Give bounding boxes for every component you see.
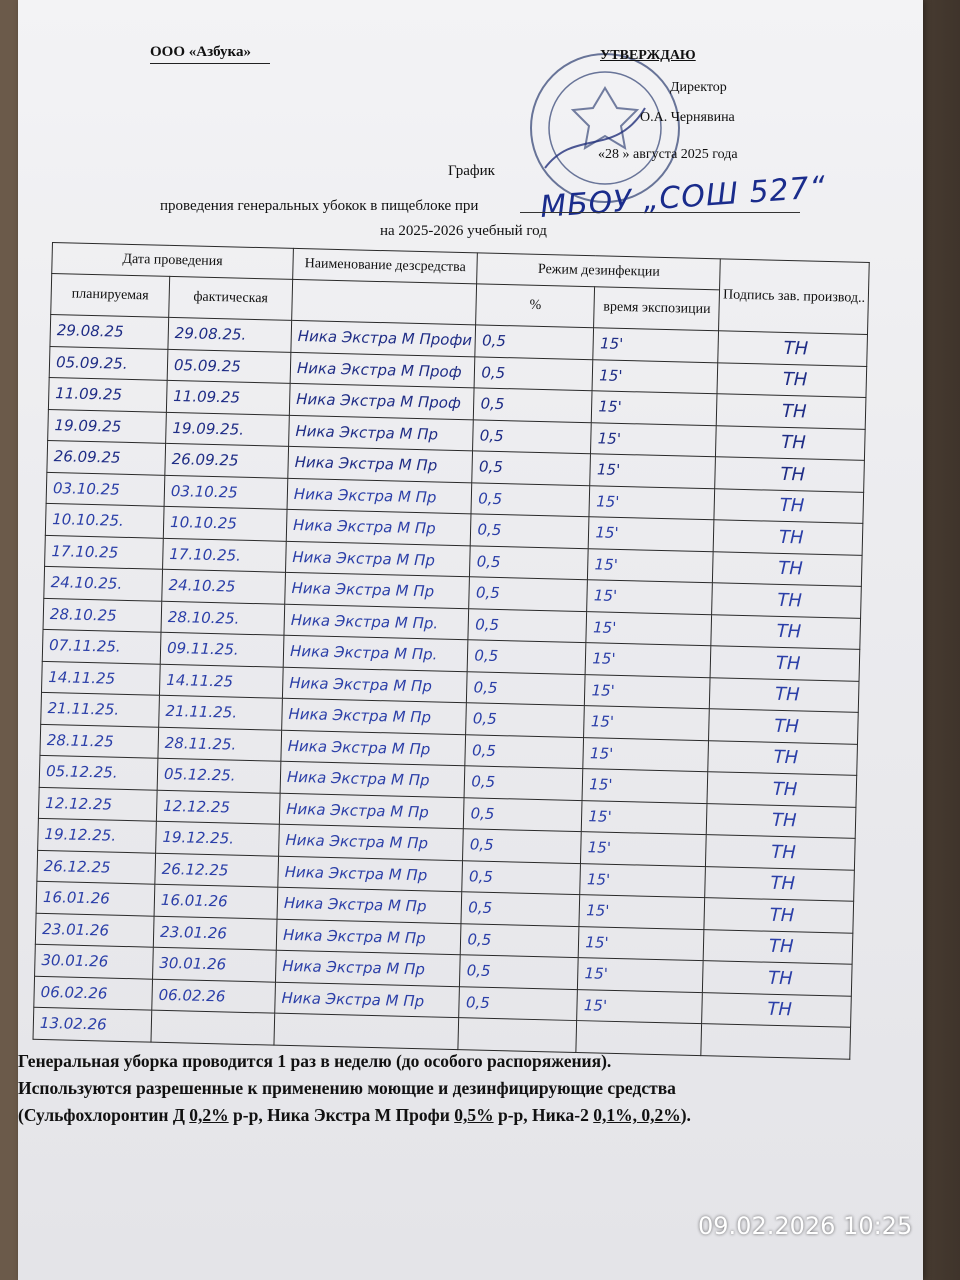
agent-cell — [274, 1013, 459, 1049]
planned-date-cell: 16.01.26 — [36, 881, 155, 915]
actual-date-cell: 23.01.26 — [153, 916, 277, 950]
percent-cell: 0,5 — [470, 545, 589, 579]
footer-text: р-р, Ника-2 — [493, 1105, 594, 1125]
doc-subtitle: проведения генеральных убокок в пищеблоке при — [160, 198, 479, 214]
actual-date-cell: 26.12.25 — [155, 853, 279, 887]
percent-cell: 0,5 — [466, 703, 585, 737]
actual-date-cell: 05.12.25. — [157, 758, 281, 792]
signature-cell: ТН — [709, 709, 858, 744]
signature-cell: ТН — [714, 520, 863, 555]
agent-cell: Ника Экстра М Пр — [288, 446, 473, 482]
planned-date-cell: 17.10.25 — [45, 535, 164, 569]
percent-cell: 0,5 — [464, 766, 583, 800]
planned-date-cell: 30.01.26 — [35, 944, 154, 978]
actual-date-cell: 05.09.25 — [167, 349, 291, 383]
agent-cell: Ника Экстра М Пр — [282, 667, 467, 703]
signature-cell: ТН — [717, 394, 866, 429]
actual-date-cell: 11.09.25 — [166, 380, 290, 414]
org-underline — [150, 63, 270, 64]
agent-cell: Ника Экстра М Пр — [280, 761, 465, 797]
actual-date-cell: 21.11.25. — [159, 695, 283, 729]
actual-date-cell: 24.10.25 — [162, 569, 286, 603]
header-spacer — [292, 279, 477, 324]
agent-cell: Ника Экстра М Пр — [282, 698, 467, 734]
agent-cell: Ника Экстра М Пр — [285, 572, 470, 608]
agent-cell: Ника Экстра М Пр — [279, 824, 464, 860]
planned-date-cell: 19.09.25 — [48, 409, 167, 443]
agent-cell: Ника Экстра М Пр — [286, 509, 471, 545]
approve-date: «28 » августа 2025 года — [598, 147, 738, 162]
planned-date-cell: 23.01.26 — [35, 913, 154, 947]
planned-date-cell: 14.11.25 — [41, 661, 160, 695]
director-name: О.А. Чернявина — [640, 110, 735, 125]
exposure-cell: 15' — [580, 863, 706, 898]
exposure-cell: 15' — [579, 895, 705, 930]
footer-text: (Сульфохлоронтин Д — [18, 1105, 190, 1125]
actual-date-cell: 12.12.25 — [156, 790, 280, 824]
agent-cell: Ника Экстра М Проф — [290, 352, 475, 388]
percent-cell: 0,5 — [462, 860, 581, 894]
footer-line-3 — [18, 1102, 898, 1129]
percent-cell: 0,5 — [463, 829, 582, 863]
actual-date-cell: 14.11.25 — [159, 664, 283, 698]
header-percent: % — [476, 284, 595, 328]
percent-cell: 0,5 — [471, 482, 590, 516]
agent-cell: Ника Экстра М Пр — [286, 541, 471, 577]
director-title: Директор — [670, 80, 727, 95]
header-agent: Наименование дезсредства — [293, 248, 478, 283]
planned-date-cell: 26.09.25 — [47, 440, 166, 474]
actual-date-cell: 26.09.25 — [165, 443, 289, 477]
signature-cell: ТН — [703, 961, 852, 996]
footer-text: ). — [680, 1105, 691, 1125]
percent-cell: 0,5 — [461, 892, 580, 926]
exposure-cell: 15' — [584, 706, 710, 741]
agent-cell: Ника Экстра М Пр — [289, 415, 474, 451]
signature-cell: ТН — [712, 583, 861, 618]
exposure-cell: 15' — [581, 832, 707, 867]
percent-cell: 0,5 — [468, 608, 587, 642]
percent-cell: 0,5 — [464, 797, 583, 831]
exposure-cell: 15' — [589, 485, 715, 520]
organization-name: ООО «Азбука» — [150, 44, 251, 60]
agent-cell: Ника Экстра М Проф — [289, 383, 474, 419]
percent-cell: 0,5 — [468, 640, 587, 674]
planned-date-cell: 24.10.25. — [44, 566, 163, 600]
signature-cell: ТН — [708, 740, 857, 775]
exposure-cell: 15' — [578, 958, 704, 993]
header-planned: планируемая — [51, 274, 170, 318]
agent-cell: Ника Экстра М Пр — [275, 982, 460, 1018]
agent-cell: Ника Экстра М Пр. — [284, 604, 469, 640]
percent-cell: 0,5 — [473, 419, 592, 453]
actual-date-cell: 17.10.25. — [163, 538, 287, 572]
percent-cell: 0,5 — [459, 986, 578, 1020]
percent-cell: 0,5 — [475, 325, 594, 359]
planned-date-cell: 12.12.25 — [38, 787, 157, 821]
signature-cell: ТН — [704, 929, 853, 964]
exposure-cell: 15' — [579, 926, 705, 961]
exposure-cell: 15' — [591, 422, 717, 457]
school-year: на 2025-2026 учебный год — [380, 223, 547, 239]
signature-cell: ТН — [711, 614, 860, 649]
header-signature: Подпись зав. производ.. — [719, 259, 869, 335]
signature-cell: ТН — [713, 551, 862, 586]
planned-date-cell: 11.09.25 — [48, 377, 167, 411]
actual-date-cell: 29.08.25. — [168, 317, 292, 351]
signature-cell: ТН — [704, 898, 853, 933]
exposure-cell: 15' — [592, 391, 718, 426]
header-exposure: время экспозиции — [594, 287, 720, 331]
header-mode: Режим дезинфекции — [477, 253, 721, 290]
agent-cell: Ника Экстра М Пр — [279, 793, 464, 829]
percent-cell: 0,5 — [461, 923, 580, 957]
signature-cell: ТН — [706, 835, 855, 870]
exposure-cell: 15' — [592, 359, 718, 394]
percent-cell: 0,5 — [474, 388, 593, 422]
percent-cell: 0,5 — [467, 671, 586, 705]
agent-cell: Ника Экстра М Пр — [281, 730, 466, 766]
agent-cell: Ника Экстра М Пр — [276, 950, 461, 986]
planned-date-cell: 06.02.26 — [34, 976, 153, 1010]
percent-cell: 0,5 — [474, 356, 593, 390]
signature-cell: ТН — [718, 331, 867, 366]
planned-date-cell: 05.12.25. — [39, 755, 158, 789]
agent-cell: Ника Экстра М Пр — [277, 887, 462, 923]
percent-cell: 0,5 — [460, 955, 579, 989]
exposure-cell: 15' — [585, 674, 711, 709]
actual-date-cell: 19.12.25. — [156, 821, 280, 855]
footer-line-1: Генеральная уборка проводится 1 раз в неделю (до особого распоряжения). — [18, 1051, 612, 1071]
agent-cell: Ника Экстра М Пр — [276, 919, 461, 955]
footer-underlined: 0,5% — [454, 1105, 494, 1125]
agent-cell: Ника Экстра М Пр — [287, 478, 472, 514]
exposure-cell: 15' — [588, 548, 714, 583]
footer-underlined: 0,2% — [189, 1105, 229, 1125]
planned-date-cell: 21.11.25. — [41, 692, 160, 726]
planned-date-cell: 29.08.25 — [50, 314, 169, 348]
signature-cell: ТН — [717, 362, 866, 397]
actual-date-cell: 19.09.25. — [166, 412, 290, 446]
exposure-cell: 15' — [593, 328, 719, 363]
actual-date-cell: 16.01.26 — [154, 884, 278, 918]
school-underline — [520, 212, 800, 213]
signature-cell: ТН — [715, 457, 864, 492]
exposure-cell: 15' — [589, 517, 715, 552]
actual-date-cell: 06.02.26 — [152, 979, 276, 1013]
footer-text: р-р, Ника Экстра М Профи — [228, 1105, 455, 1125]
percent-cell: 0,5 — [469, 577, 588, 611]
actual-date-cell: 10.10.25 — [163, 506, 287, 540]
actual-date-cell: 30.01.26 — [153, 947, 277, 981]
cleaning-schedule-table — [33, 242, 870, 1059]
exposure-cell: 15' — [585, 643, 711, 678]
signature-cell: ТН — [710, 677, 859, 712]
signature-cell: ТН — [707, 803, 856, 838]
signature-cell: ТН — [711, 646, 860, 681]
exposure-cell: 15' — [577, 989, 703, 1024]
footer-notes — [18, 1048, 898, 1129]
photo-timestamp: 09.02.2026 10:25 — [698, 1212, 913, 1240]
header-actual: фактическая — [169, 276, 293, 320]
agent-cell: Ника Экстра М Пр. — [283, 635, 468, 671]
approve-heading: УТВЕРЖДАЮ — [600, 48, 696, 63]
percent-cell: 0,5 — [471, 514, 590, 548]
planned-date-cell: 05.09.25. — [49, 346, 168, 380]
exposure-cell: 15' — [582, 800, 708, 835]
signature-cell: ТН — [714, 488, 863, 523]
actual-date-cell: 28.11.25. — [158, 727, 282, 761]
actual-date-cell: 09.11.25. — [160, 632, 284, 666]
school-name-handwritten: МБОУ „СОШ 527“ — [539, 170, 828, 225]
planned-date-cell: 19.12.25. — [38, 818, 157, 852]
exposure-cell: 15' — [586, 611, 712, 646]
signature-cell: ТН — [716, 425, 865, 460]
exposure-cell: 15' — [582, 769, 708, 804]
header-date: Дата проведения — [52, 243, 294, 280]
planned-date-cell: 28.10.25 — [43, 598, 162, 632]
signature-cell: ТН — [707, 772, 856, 807]
footer-line-2: Используются разрешенные к применению моющие и дезинфицирующие средства — [18, 1078, 676, 1098]
actual-date-cell: 03.10.25 — [164, 475, 288, 509]
percent-cell: 0,5 — [472, 451, 591, 485]
signature-cell: ТН — [705, 866, 854, 901]
percent-cell — [458, 1018, 577, 1052]
exposure-cell: 15' — [587, 580, 713, 615]
planned-date-cell: 26.12.25 — [37, 850, 156, 884]
exposure-cell: 15' — [583, 737, 709, 772]
exposure-cell: 15' — [590, 454, 716, 489]
planned-date-cell: 28.11.25 — [40, 724, 159, 758]
agent-cell: Ника Экстра М Профи — [291, 320, 476, 356]
signature-cell: ТН — [702, 992, 851, 1027]
doc-title: График — [448, 163, 495, 179]
footer-underlined: 0,1%, 0,2% — [593, 1105, 681, 1125]
percent-cell: 0,5 — [465, 734, 584, 768]
planned-date-cell: 03.10.25 — [46, 472, 165, 506]
actual-date-cell: 28.10.25. — [161, 601, 285, 635]
planned-date-cell: 13.02.26 — [33, 1007, 152, 1041]
planned-date-cell: 10.10.25. — [45, 503, 164, 537]
agent-cell: Ника Экстра М Пр — [278, 856, 463, 892]
actual-date-cell — [151, 1010, 275, 1044]
planned-date-cell: 07.11.25. — [42, 629, 161, 663]
